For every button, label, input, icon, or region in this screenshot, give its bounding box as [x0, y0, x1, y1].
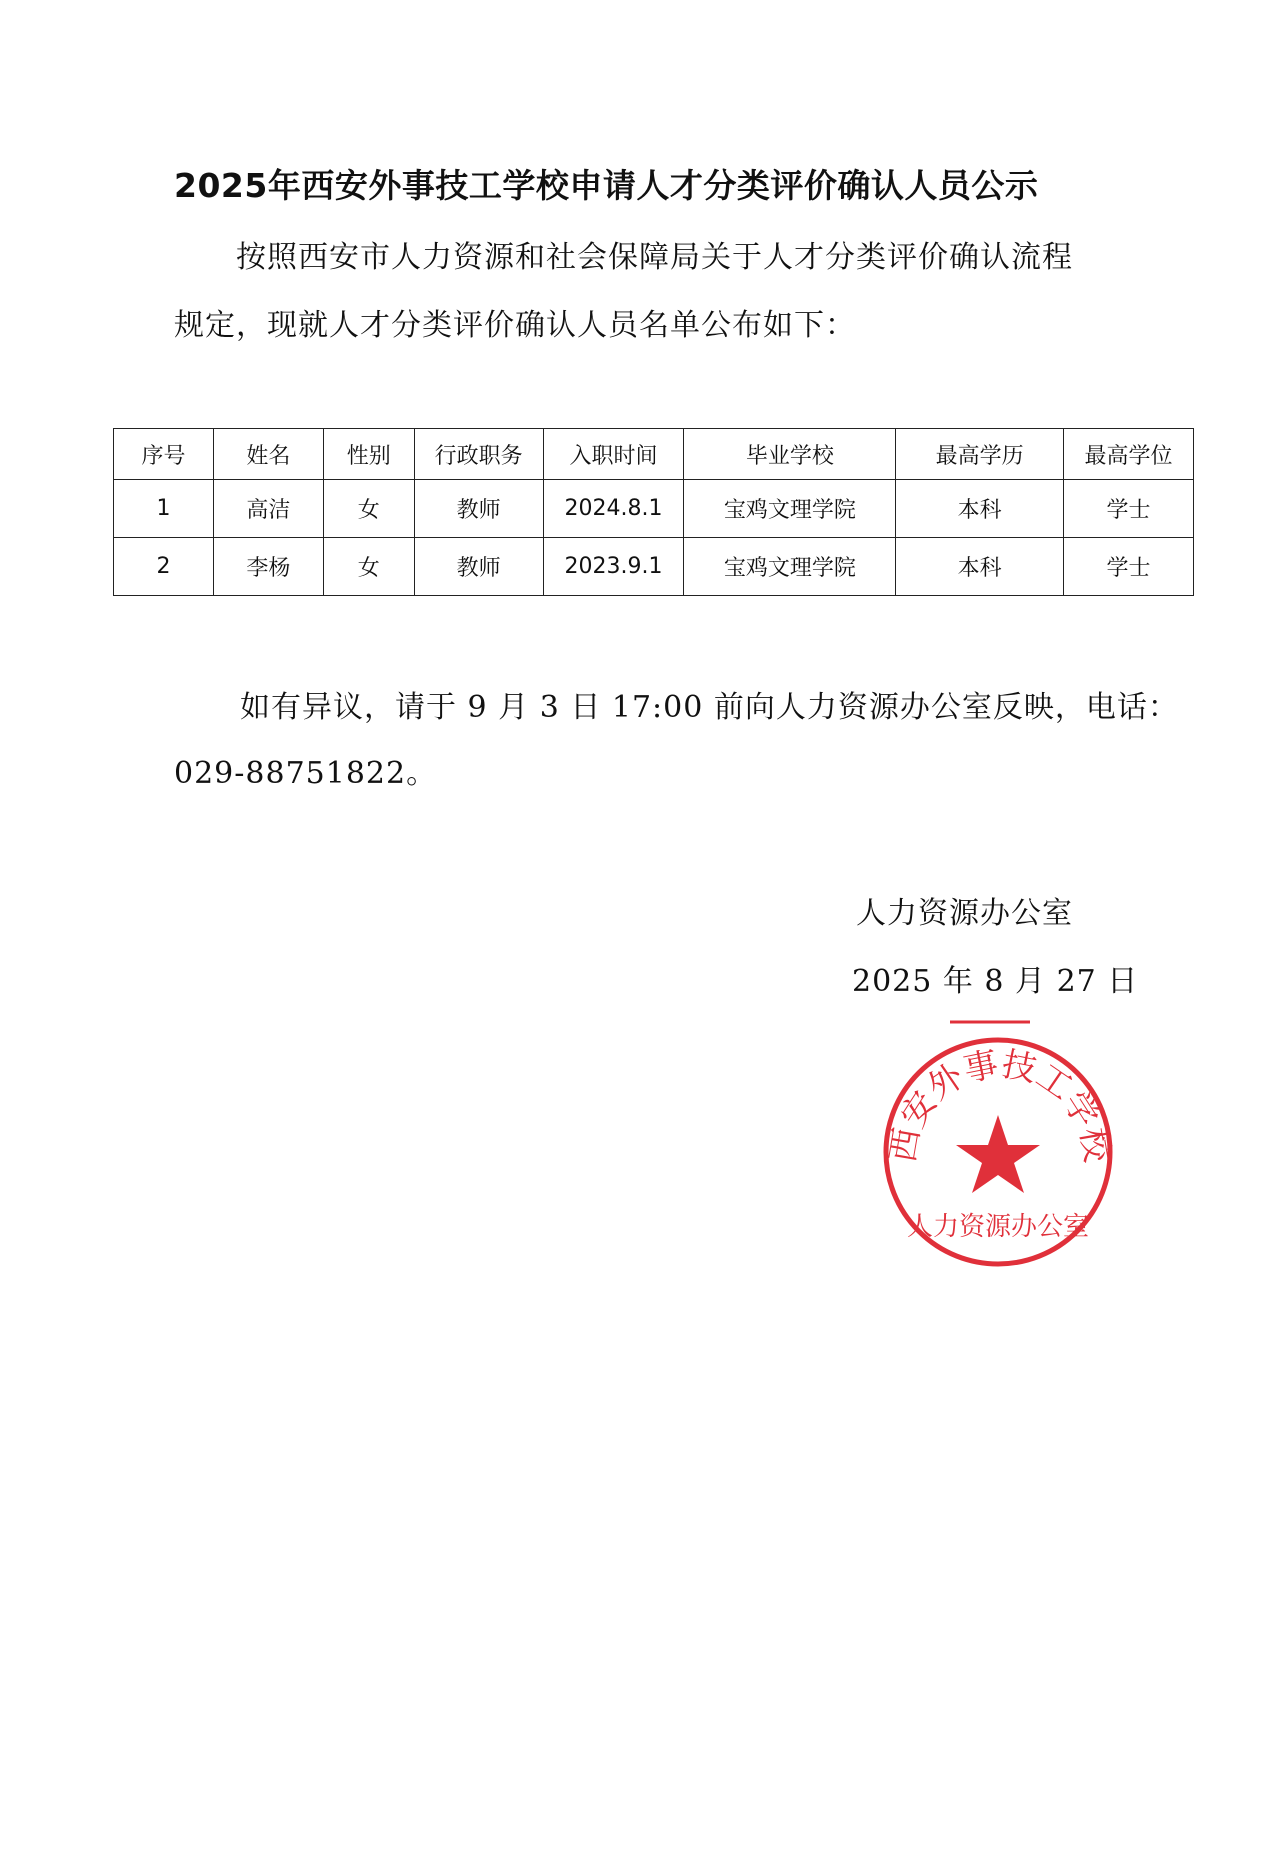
table-cell: 学士	[1064, 538, 1194, 596]
svg-text:西安外事技工学校: 西安外事技工学校	[882, 1044, 1118, 1166]
table-cell: 2024.8.1	[543, 480, 684, 538]
column-header: 入职时间	[543, 429, 684, 480]
column-header: 序号	[114, 429, 214, 480]
column-header: 最高学位	[1064, 429, 1194, 480]
table-row	[114, 538, 1194, 596]
column-header: 姓名	[213, 429, 323, 480]
column-header: 行政职务	[414, 429, 543, 480]
table-header-row	[114, 429, 1194, 480]
table-cell: 2	[114, 538, 214, 596]
table-cell: 学士	[1064, 480, 1194, 538]
table-row	[114, 480, 1194, 538]
notice-line-1: 如有异议，请于 9 月 3 日 17:00 前向人力资源办公室反映，电话：	[240, 690, 1179, 725]
svg-text:人力资源办公室: 人力资源办公室	[906, 1212, 1090, 1242]
personnel-table	[113, 428, 1194, 596]
table-cell: 2023.9.1	[543, 538, 684, 596]
table-cell: 女	[323, 480, 414, 538]
intro-line-1: 按照西安市人力资源和社会保障局关于人才分类评价确认流程	[236, 240, 1073, 275]
table-cell: 本科	[896, 538, 1064, 596]
notice-line-2: 029-88751822。	[174, 756, 438, 791]
table-cell: 教师	[414, 538, 543, 596]
table-cell: 女	[323, 538, 414, 596]
table-cell: 宝鸡文理学院	[684, 538, 896, 596]
table-cell: 宝鸡文理学院	[684, 480, 896, 538]
table-cell: 1	[114, 480, 214, 538]
column-header: 最高学历	[896, 429, 1064, 480]
column-header: 毕业学校	[684, 429, 896, 480]
table-cell: 高洁	[213, 480, 323, 538]
signature-date: 2025 年 8 月 27 日	[852, 964, 1139, 999]
signature-office: 人力资源办公室	[856, 896, 1073, 931]
document-title: 2025年西安外事技工学校申请人才分类评价确认人员公示	[174, 166, 1039, 205]
official-seal	[880, 1020, 1120, 1280]
table-cell: 本科	[896, 480, 1064, 538]
intro-line-2: 规定，现就人才分类评价确认人员名单公布如下：	[174, 308, 856, 343]
column-header: 性别	[323, 429, 414, 480]
table-cell: 李杨	[213, 538, 323, 596]
table-cell: 教师	[414, 480, 543, 538]
